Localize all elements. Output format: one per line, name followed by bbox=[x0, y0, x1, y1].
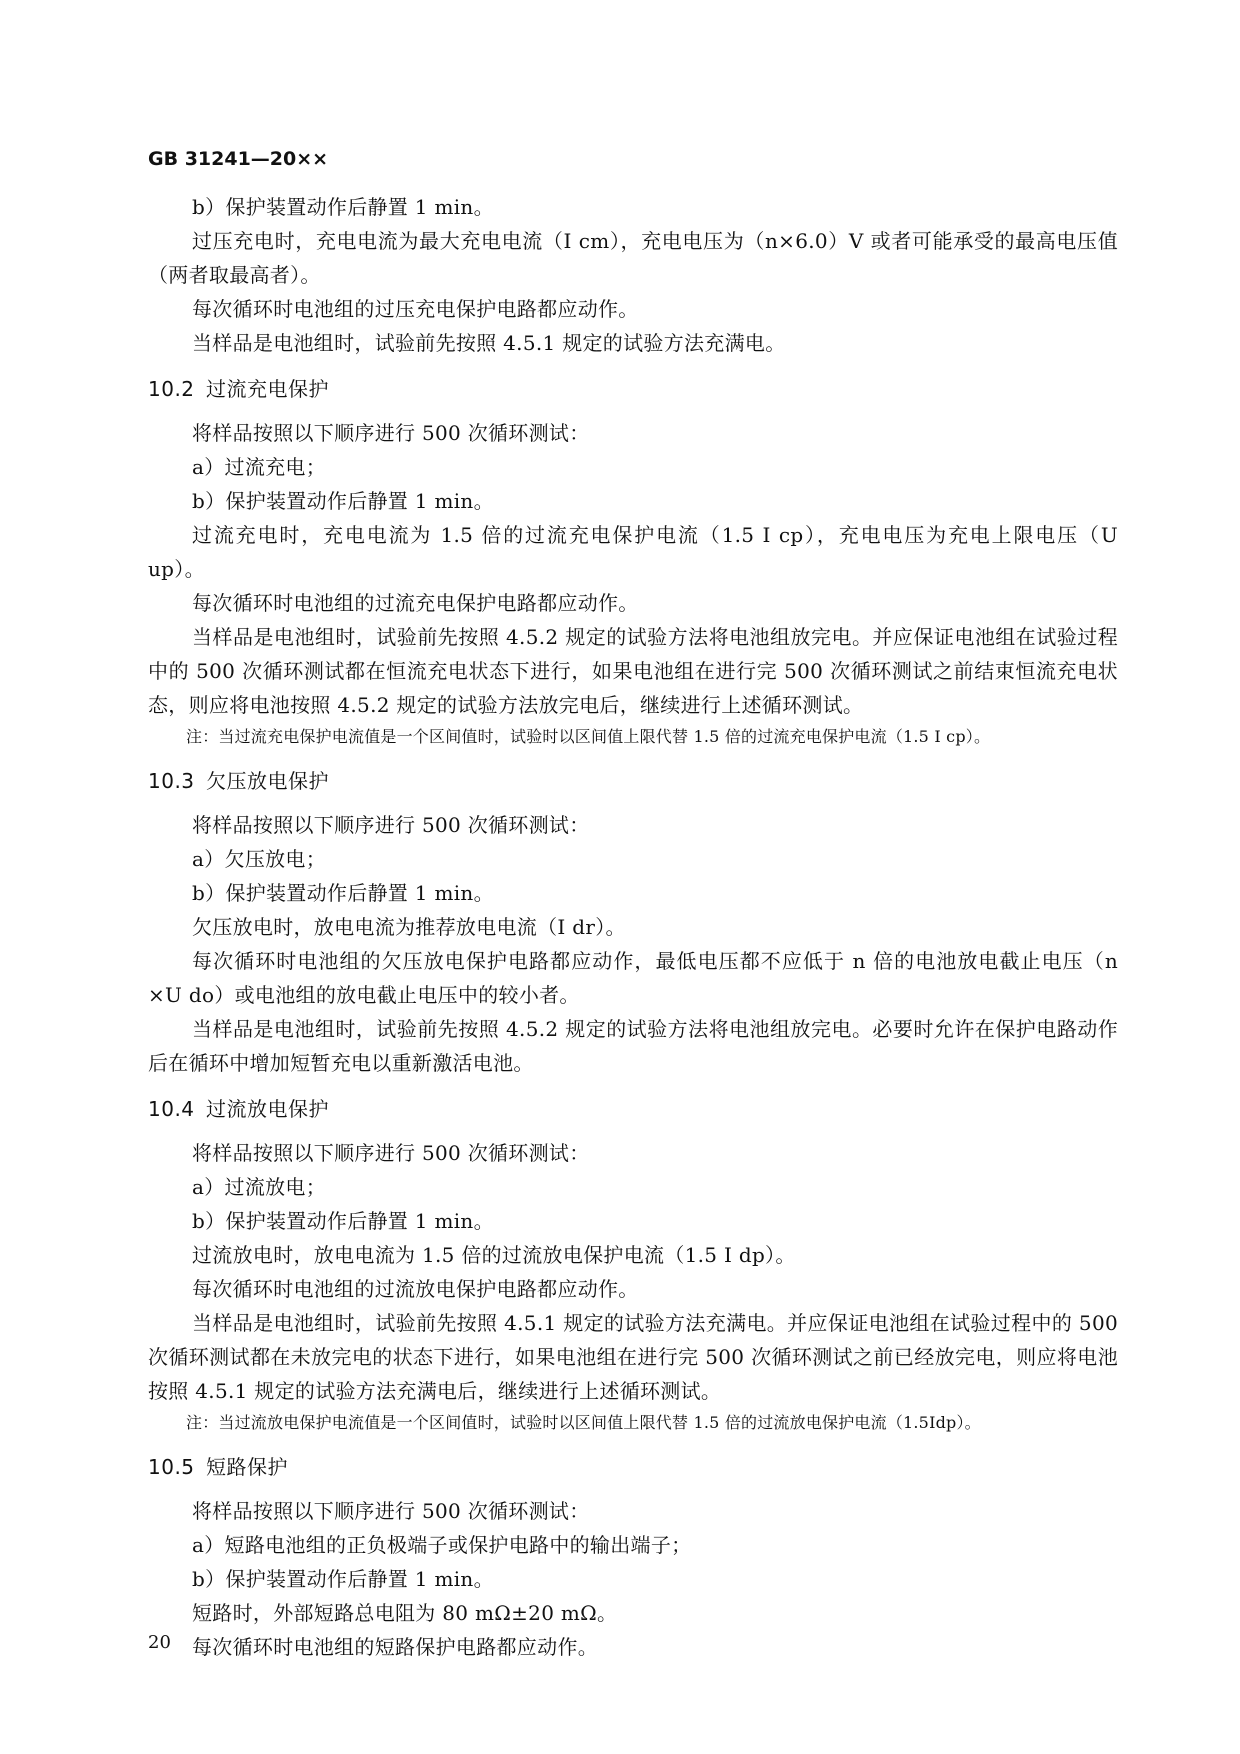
section-title: 短路保护 bbox=[206, 1455, 288, 1479]
section-heading bbox=[148, 764, 1118, 798]
paragraph: 将样品按照以下顺序进行 500 次循环测试： bbox=[192, 813, 590, 837]
paragraph: 当样品是电池组时，试验前先按照 4.5.2 规定的试验方法将电池组放完电。必要时允许在保护电路动作后在循环中增加短暂充电以重新激活电池。 bbox=[148, 1017, 1118, 1075]
list-item: a）欠压放电； bbox=[192, 847, 327, 871]
paragraph: 当样品是电池组时，试验前先按照 4.5.2 规定的试验方法将电池组放完电。并应保证电池组在试验过程中的 500 次循环测试都在恒流充电状态下进行，如果电池组在进行完 500 次循环测试之前结束恒流充电状态，则应将电池按照 4.5.2 规定的试验方法放完电后，继续进行上述循环测试。 bbox=[148, 625, 1118, 717]
paragraph: 当样品是电池组时，试验前先按照 4.5.1 规定的试验方法充满电。并应保证电池组在试验过程中的 500 次循环测试都在未放完电的状态下进行，如果电池组在进行完 500 次循环测试之前已经放完电，则应将电池按照 4.5.1 规定的试验方法充满电后，继续进行上述循环测试。 bbox=[148, 1311, 1118, 1403]
list-item: a）过流充电； bbox=[192, 455, 327, 479]
paragraph: 每次循环时电池组的欠压放电保护电路都应动作，最低电压都不应低于 n 倍的电池放电截止电压（n ×U do）或电池组的放电截止电压中的较小者。 bbox=[148, 949, 1118, 1007]
list-item: a）短路电池组的正负极端子或保护电路中的输出端子； bbox=[192, 1533, 692, 1557]
section-number: 10.2 bbox=[148, 377, 195, 401]
paragraph: 每次循环时电池组的过流放电保护电路都应动作。 bbox=[192, 1277, 639, 1301]
section-10-2 bbox=[148, 372, 1118, 752]
paragraph: 将样品按照以下顺序进行 500 次循环测试： bbox=[192, 1141, 590, 1165]
paragraph: 每次循环时电池组的过压充电保护电路都应动作。 bbox=[192, 297, 639, 321]
paragraph: 过压充电时，充电电流为最大充电电流（I cm），充电电压为（n×6.0）V 或者可能承受的最高电压值（两者取最高者）。 bbox=[148, 229, 1118, 287]
paragraph: 短路时，外部短路总电阻为 80 mΩ±20 mΩ。 bbox=[192, 1601, 618, 1625]
section-number: 10.5 bbox=[148, 1455, 195, 1479]
paragraph: 每次循环时电池组的短路保护电路都应动作。 bbox=[192, 1635, 598, 1659]
paragraph: 将样品按照以下顺序进行 500 次循环测试： bbox=[192, 1499, 590, 1523]
paragraph: 过流充电时，充电电流为 1.5 倍的过流充电保护电流（1.5 I cp），充电电压为充电上限电压（U up）。 bbox=[148, 523, 1118, 581]
list-item: b）保护装置动作后静置 1 min。 bbox=[192, 1567, 494, 1591]
section-number: 10.3 bbox=[148, 769, 195, 793]
section-title: 过流充电保护 bbox=[206, 377, 329, 401]
page-number: 20 bbox=[148, 1632, 171, 1653]
list-item: b）保护装置动作后静置 1 min。 bbox=[192, 489, 494, 513]
paragraph: 每次循环时电池组的过流充电保护电路都应动作。 bbox=[192, 591, 639, 615]
document-body bbox=[148, 190, 1118, 1664]
paragraph: b）保护装置动作后静置 1 min。 bbox=[192, 195, 494, 219]
note: 注：当过流充电保护电流值是一个区间值时，试验时以区间值上限代替 1.5 倍的过流充电保护电流（1.5 I cp）。 bbox=[186, 727, 991, 746]
list-item: b）保护装置动作后静置 1 min。 bbox=[192, 1209, 494, 1233]
list-item: b）保护装置动作后静置 1 min。 bbox=[192, 881, 494, 905]
section-heading bbox=[148, 1450, 1118, 1484]
section-number: 10.4 bbox=[148, 1097, 195, 1121]
section-title: 过流放电保护 bbox=[206, 1097, 329, 1121]
section-10-5 bbox=[148, 1450, 1118, 1664]
intro-block bbox=[148, 190, 1118, 360]
paragraph: 将样品按照以下顺序进行 500 次循环测试： bbox=[192, 421, 590, 445]
paragraph: 欠压放电时，放电电流为推荐放电电流（I dr）。 bbox=[192, 915, 626, 939]
section-title: 欠压放电保护 bbox=[206, 769, 329, 793]
document-code: GB 31241—20×× bbox=[148, 148, 329, 170]
paragraph: 过流放电时，放电电流为 1.5 倍的过流放电保护电流（1.5 I dp）。 bbox=[192, 1243, 796, 1267]
list-item: a）过流放电； bbox=[192, 1175, 327, 1199]
section-heading bbox=[148, 372, 1118, 406]
section-10-3 bbox=[148, 764, 1118, 1080]
paragraph: 当样品是电池组时，试验前先按照 4.5.1 规定的试验方法充满电。 bbox=[192, 331, 786, 355]
note: 注：当过流放电保护电流值是一个区间值时，试验时以区间值上限代替 1.5 倍的过流放电保护电流（1.5Idp）。 bbox=[186, 1413, 981, 1432]
section-heading bbox=[148, 1092, 1118, 1126]
section-10-4 bbox=[148, 1092, 1118, 1438]
